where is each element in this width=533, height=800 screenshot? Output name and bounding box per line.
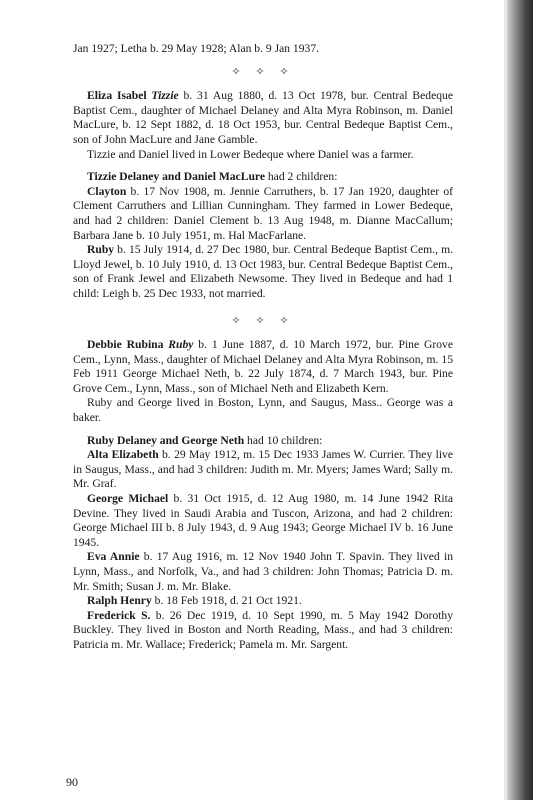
child-details: b. 18 Feb 1918, d. 21 Oct 1921. (151, 594, 302, 608)
child-name: Clayton (87, 184, 127, 198)
tizzie-children-heading: Tizzie Delaney and Daniel MacLure had 2 children: (87, 170, 338, 184)
eliza-details: b. 31 Aug 1880, d. 13 Oct 1978, bur. Central Bedeque Baptist Cem., daughter of Michael Delaney and Alta Myra Robinson, m. Daniel MacLure, b. 12 Sept 1882, d. 18 Oct 1953, bur. Central Bedeque Baptist Cem., son of John MacLure and Jane Gamble. (73, 89, 453, 146)
debbie-name: Debbie Rubina (87, 338, 164, 352)
book-page-edge (507, 0, 533, 800)
child-name: George Michael (87, 492, 169, 506)
child-entry-eva (73, 550, 453, 594)
child-name: Ruby (87, 243, 115, 257)
child-name: Frederick S. (87, 608, 151, 622)
child-entry-alta (73, 448, 453, 492)
intro-line: Jan 1927; Letha b. 29 May 1928; Alan b. 9 Jan 1937. (73, 42, 320, 55)
child-entry-ruby (73, 243, 453, 301)
child-name: Ralph Henry (87, 594, 152, 608)
section-separator: ✧ ✧ ✧ (231, 65, 295, 78)
child-name: Alta Elizabeth (87, 448, 159, 462)
debbie-entry (73, 338, 453, 396)
child-details: b. 15 July 1914, d. 27 Dec 1980, bur. Central Bedeque Baptist Cem., m. Lloyd Jewel, b. 10 July 1910, d. 13 Oct 1983, bur. Central Bedeque Baptist Cem., son of Frank Jewel and Elizabeth Newsome. They lived in Bedeque and had 1 child: Leigh b. 25 Dec 1933, not married. (73, 243, 453, 300)
debbie-nickname: Ruby (168, 338, 194, 352)
debbie-details: b. 1 June 1887, d. 10 March 1972, bur. Pine Grove Cem., Lynn, Mass., daughter of Michael Delaney and Alta Myra Robinson, m. 15 Feb 1911 George Michael Neth, b. 22 July 1874, d. 7 March 1943, bur. Pine Grove Cem., Lynn, Mass., son of Michael Neth and Elizabeth Kern. (73, 338, 453, 395)
eliza-entry (73, 89, 453, 147)
child-entry-ralph (73, 594, 453, 609)
page-number: 90 (66, 775, 78, 789)
page-body (73, 42, 453, 653)
eliza-nickname: Tizzie (151, 89, 179, 103)
child-details: b. 29 May 1912, m. 15 Dec 1933 James W. Currier. They live in Saugus, Mass., and had 3 children: Judith m. Mr. Myers; James Ward; Sally m. Mr. Graf. (73, 448, 453, 491)
eliza-lived: Tizzie and Daniel lived in Lower Bedeque where Daniel was a farmer. (87, 147, 414, 161)
ruby-children-heading: Ruby Delaney and George Neth had 10 children: (87, 433, 323, 447)
child-entry-clayton (73, 185, 453, 243)
child-entry-frederick (73, 609, 453, 653)
child-details: b. 17 Nov 1908, m. Jennie Carruthers, b. 17 Jan 1920, daughter of Clement Carruthers and Lillian Cunningham. They farmed in Lower Bedeque, and had 2 children: Daniel Clement b. 13 Aug 1948, m. Dianne MacCallum; Barbara Jane b. 10 July 1951, m. Hal MacFarlane. (73, 184, 453, 242)
child-details: b. 17 Aug 1916, m. 12 Nov 1940 John T. Spavin. They lived in Lynn, Mass., and Norfolk, Va., and had 3 children: John Thomas; Patricia D. m. Mr. Smith; Susan J. m. Mr. Blake. (73, 550, 453, 593)
child-entry-george (73, 492, 453, 550)
section-separator: ✧ ✧ ✧ (231, 314, 295, 327)
debbie-lived: Ruby and George lived in Boston, Lynn, and Saugus, Mass.. George was a baker. (73, 396, 453, 425)
child-details: b. 31 Oct 1915, d. 12 Aug 1980, m. 14 June 1942 Rita Devine. They lived in Saudi Arabia and Tuscon, Arizona, and had 2 children: George Michael III b. 8 July 1943, d. 9 Aug 1943; George Michael IV b. 16 June 1945. (73, 492, 453, 549)
child-details: b. 26 Dec 1919, d. 10 Sept 1990, m. 5 May 1942 Dorothy Buckley. They lived in Boston and North Reading, Mass., and had 3 children: Patricia m. Mr. Wallace; Frederick; Pamela m. Mr. Sargent. (73, 608, 453, 651)
child-name: Eva Annie (87, 550, 140, 564)
eliza-name: Eliza Isabel (87, 89, 147, 103)
